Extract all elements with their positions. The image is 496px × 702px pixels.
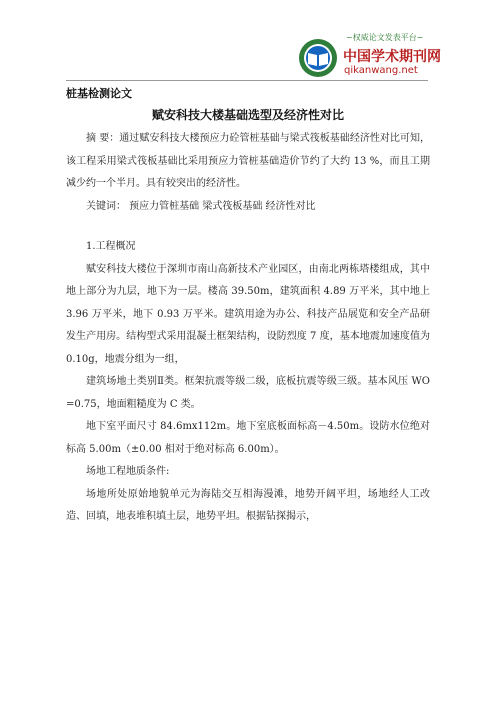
keywords-line: 关键词： 预应力管桩基础 梁式筏板基础 经济性对比 bbox=[86, 200, 316, 212]
logo-slogan: ~权威论文发表平台~ bbox=[346, 33, 424, 42]
book-emblem-icon bbox=[298, 38, 338, 78]
body-paragraph: 地下室平面尺寸 84.6mx112m。地下室底板面标高－4.50m。设防水位绝对标高 5.00m（±0.00 相对于绝对标高 6.00m）。 bbox=[66, 421, 430, 455]
article-title: 赋安科技大楼基础选型及经济性对比 bbox=[151, 108, 344, 122]
body-paragraph: 建筑场地土类别Ⅱ类。框架抗震等级二级，底板抗震等级三级。基本风压 WO =0.75，地面粗糙度为 C 类。 bbox=[66, 376, 430, 410]
article-body bbox=[66, 104, 430, 529]
body-paragraph: 赋安科技大楼位于深圳市南山高新技术产业园区，由南北两栋塔楼组成，其中地上部分为九层，地下为一层。楼高 39.50m，建筑面积 4.89 万平米，其中地上 3.96 万平米，地下 0.93 万平米。建筑用途为办公、科技产品展览和安全产品研发生产用房。结构型式采用混凝土框架结构，设防烈度 7 度，基本地震加速度值为 0.10g，地震分组为一组， bbox=[66, 263, 430, 365]
body-paragraph: 场地工程地质条件: bbox=[86, 466, 170, 477]
body-paragraph: 场地所处原始地貌单元为海陆交互相海漫滩，地势开阔平坦，场地经人工改造、回填，地表堆积填土层，地势平坦。根据钻探揭示， bbox=[66, 488, 430, 522]
logo-url[interactable]: qikanwang.net bbox=[344, 65, 418, 76]
abstract-paragraph: 摘 要：通过赋安科技大楼预应力砼管桩基础与梁式筏板基础经济性对比可知，该工程采用梁式筏板基础比采用预应力管桩基础造价节约了大约 13 %，而且工期减少约一个半月。具有较突出的经济性。 bbox=[66, 133, 430, 189]
section-spacer bbox=[66, 218, 430, 236]
section-heading: 1.工程概况 bbox=[86, 241, 136, 252]
logo-site-name: 中国学术期刊网 bbox=[343, 49, 441, 65]
site-logo[interactable] bbox=[298, 30, 441, 80]
document-category: 桩基检测论文 bbox=[66, 87, 132, 100]
header-divider bbox=[66, 80, 428, 81]
